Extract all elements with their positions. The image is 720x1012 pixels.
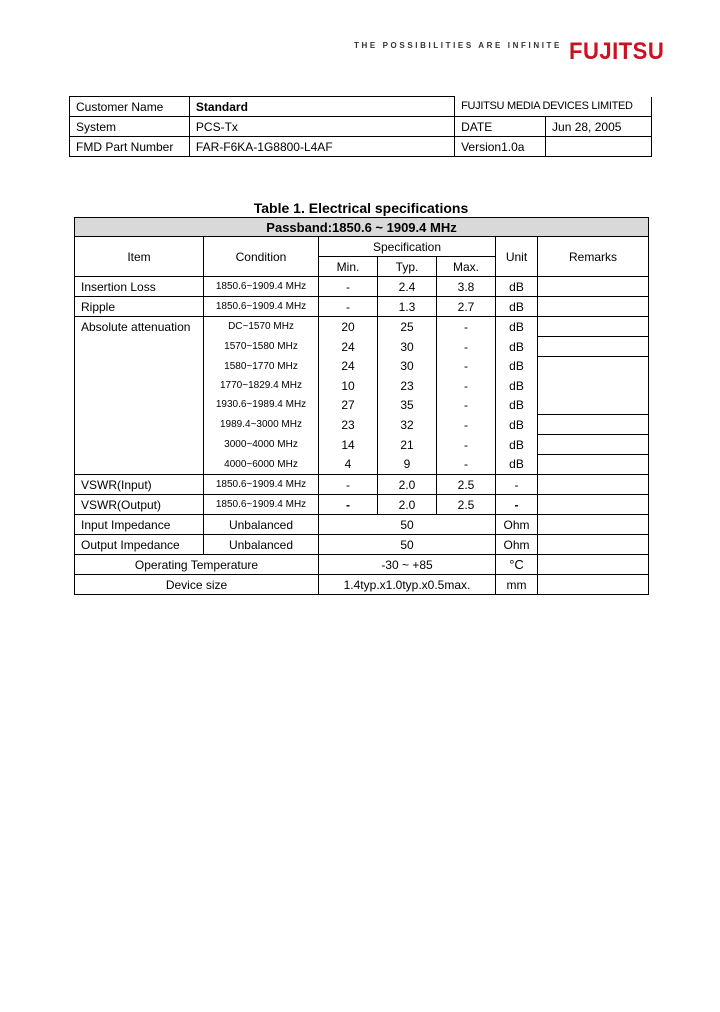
table-row [75,575,649,595]
table-row [75,475,649,495]
row-typ: 21 [378,435,437,455]
system-label: System [70,117,190,137]
row-condition: 1850.6~1909.4 MHz [204,475,319,495]
row-condition: 1850.6~1909.4 MHz [204,495,319,515]
impedance-unit: Ohm [496,515,538,535]
table-row [75,515,649,535]
operating-temp-unit: °C [496,555,538,575]
row-unit: - [496,475,538,495]
row-typ: 23 [378,376,437,395]
row-min: 20 [319,317,378,337]
passband-label: Passband:1850.6 ~ 1909.4 MHz [75,218,649,237]
row-item [75,455,204,475]
row-min: 24 [319,337,378,357]
row-typ: 9 [378,455,437,475]
header-typ: Typ. [378,257,437,277]
row-remarks [538,575,649,595]
device-size-unit: mm [496,575,538,595]
part-number-label: FMD Part Number [70,137,190,157]
row-condition: 4000~6000 MHz [204,455,319,475]
row-min: - [319,277,378,297]
header-item: Item [75,237,204,277]
header-min: Min. [319,257,378,277]
row-remarks [538,277,649,297]
header-condition: Condition [204,237,319,277]
row-max: 2.5 [437,475,496,495]
table-row [75,435,649,455]
document-info-table [69,96,652,157]
row-unit: dB [496,435,538,455]
row-remarks [538,535,649,555]
header-unit: Unit [496,237,538,277]
passband-row [75,218,649,237]
header-row-1 [75,237,649,257]
row-unit: dB [496,277,538,297]
row-min: - [319,475,378,495]
row-min: 4 [319,455,378,475]
row-condition: 1989.4~3000 MHz [204,415,319,435]
info-row-part [70,137,652,157]
table-row [75,376,649,395]
row-max: - [437,415,496,435]
row-remarks [538,415,649,435]
fujitsu-logo: FUJITSU [569,38,665,65]
row-remarks [538,455,649,475]
row-typ: 25 [378,317,437,337]
row-typ: 35 [378,395,437,415]
info-row-customer [70,97,652,117]
impedance-value: 50 [319,515,496,535]
impedance-item: Input Impedance [75,515,204,535]
row-max: - [437,337,496,357]
row-condition: 3000~4000 MHz [204,435,319,455]
row-item [75,357,204,377]
row-min: 27 [319,395,378,415]
header-remarks: Remarks [538,237,649,277]
row-typ: 32 [378,415,437,435]
row-remarks [538,395,649,415]
row-remarks [538,435,649,455]
customer-name-label: Customer Name [70,97,190,117]
row-remarks [538,297,649,317]
row-max: - [437,395,496,415]
brand-tagline: THE POSSIBILITIES ARE INFINITE [354,41,562,50]
row-unit: dB [496,415,538,435]
table-row [75,337,649,357]
table-row [75,495,649,515]
part-number-value: FAR-F6KA-1G8800-L4AF [189,137,454,157]
row-condition: DC~1570 MHz [204,317,319,337]
row-condition: 1930.6~1989.4 MHz [204,395,319,415]
version-label: Version1.0a [455,137,546,157]
table-row [75,317,649,337]
row-min: 23 [319,415,378,435]
device-size-label: Device size [75,575,319,595]
row-item: Ripple [75,297,204,317]
row-max: 2.7 [437,297,496,317]
row-unit: dB [496,376,538,395]
row-unit: dB [496,357,538,377]
row-typ: 2.4 [378,277,437,297]
row-max: - [437,376,496,395]
row-unit: dB [496,337,538,357]
row-unit: dB [496,317,538,337]
row-condition: 1580~1770 MHz [204,357,319,377]
row-typ: 30 [378,337,437,357]
impedance-condition: Unbalanced [204,535,319,555]
row-item [75,415,204,435]
header-max: Max. [437,257,496,277]
row-unit: dB [496,455,538,475]
impedance-value: 50 [319,535,496,555]
row-max: 3.8 [437,277,496,297]
row-min: 24 [319,357,378,377]
row-max: - [437,435,496,455]
row-min: - [319,495,378,515]
row-remarks [538,317,649,337]
table-row [75,415,649,435]
row-min: 14 [319,435,378,455]
date-label: DATE [455,117,546,137]
row-unit: dB [496,297,538,317]
row-remarks [538,515,649,535]
row-typ: 2.0 [378,495,437,515]
date-value: Jun 28, 2005 [546,117,652,137]
impedance-condition: Unbalanced [204,515,319,535]
row-min: - [319,297,378,317]
row-condition: 1850.6~1909.4 MHz [204,297,319,317]
row-unit: - [496,495,538,515]
impedance-item: Output Impedance [75,535,204,555]
operating-temp-value: -30 ~ +85 [319,555,496,575]
table-row [75,455,649,475]
device-size-value: 1.4typ.x1.0typ.x0.5max. [319,575,496,595]
row-max: - [437,317,496,337]
row-item [75,395,204,415]
row-remarks [538,357,649,377]
version-blank [546,137,652,157]
company-name: FUJITSU MEDIA DEVICES LIMITED [455,97,652,117]
row-typ: 1.3 [378,297,437,317]
row-item: VSWR(Output) [75,495,204,515]
table-row [75,297,649,317]
row-typ: 30 [378,357,437,377]
row-remarks [538,475,649,495]
row-condition: 1850.6~1909.4 MHz [204,277,319,297]
table-row [75,395,649,415]
row-remarks [538,376,649,395]
info-row-system [70,117,652,137]
row-item: Absolute attenuation [75,317,204,337]
row-max: - [437,455,496,475]
customer-name-value: Standard [189,97,454,117]
table-row [75,357,649,377]
table-row [75,555,649,575]
row-min: 10 [319,376,378,395]
electrical-spec-table [74,217,649,595]
row-condition: 1570~1580 MHz [204,337,319,357]
operating-temp-label: Operating Temperature [75,555,319,575]
table-row [75,535,649,555]
impedance-unit: Ohm [496,535,538,555]
row-typ: 2.0 [378,475,437,495]
row-unit: dB [496,395,538,415]
table-row [75,277,649,297]
row-item [75,376,204,395]
row-item: Insertion Loss [75,277,204,297]
row-item: VSWR(Input) [75,475,204,495]
row-item [75,337,204,357]
row-remarks [538,495,649,515]
row-remarks [538,337,649,357]
table-title: Table 1. Electrical specifications [253,200,469,216]
row-condition: 1770~1829.4 MHz [204,376,319,395]
system-value: PCS-Tx [189,117,454,137]
row-max: - [437,357,496,377]
row-max: 2.5 [437,495,496,515]
header-specification: Specification [319,237,496,257]
row-remarks [538,555,649,575]
row-item [75,435,204,455]
